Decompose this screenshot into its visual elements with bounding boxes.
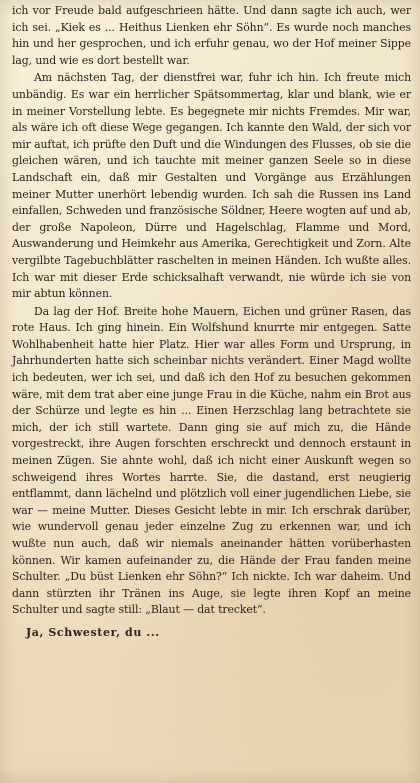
paragraph-2: Am nächsten Tag, der dienstfrei war, fuhr ich hin. Ich freute mich unbändig. Es war ein herrlicher Spätsommertag, klar und blank, wie er in meiner Vorstellung lebte. Es begegnete mir nichts Fremdes. Mir war, als wäre ich oft diese Wege gegangen. Ich kannte den Wald, der sich vor mir auftat, ich prüfte den Duft und die Windungen des Flusses, ob sie die gleichen wären, und ich tauchte mit meiner ganzen Seele so in diese Landschaft ein, daß mir Gestalten und Vorgänge aus Erzählungen meiner Mutter unerhört lebendig wurden. Ich sah die Russen ins Land einfallen, Schweden und französische Söldner, Heere wogten auf und ab, der große Napoleon, Dürre und Hagelschlag, Flamme und Mord, Auswanderung und Heimkehr aus Amerika, Gerechtigkeit und Zorn. Alte vergilbte Tagebuchblätter raschelten in meinen Händen. Ich wußte alles. Ich war mit dieser Erde schicksalhaft verwandt, nie würde ich sie von mir abtun können. xyxy=(12,71,411,301)
paragraph-3: Da lag der Hof. Breite hohe Mauern, Eichen und grüner Rasen, das rote Haus. Ich ging hinein. Ein Wolfshund knurrte mir entgegen. Satte Wohlhabenheit hatte hier Platz. Hier war alles Form und Ursprung, in Jahrhunderten hatte sich scheinbar nichts verändert. Einer Magd wollte ich bedeuten, wer ich sei, und daß ich den Hof zu besuchen gekommen wäre, mit dem trat aber eine junge Frau in die Küche, nahm ein Brot aus der Schürze und legte es hin ... Einen Herzschlag lang betrachtete sie mich, der ich still wartete. Dann ging sie auf mich zu, die Hände vorgestreckt, ihre Augen forschten erschreckt und dennoch erstaunt in meinen Zügen. Sie ahnte wohl, daß ich nicht einer Auskunft wegen so schweigend ihres Wortes harrte. Sie, die dastand, erst neugierig entflammt, dann lächelnd und plötzlich voll einer jugendlichen Liebe, sie war — meine Mutter. Dieses Gesicht lebte in mir. Ich erschrak darüber, wie wundervoll genau jeder einzelne Zug zu erkennen war, und ich wußte nun auch, daß wir niemals aneinander hätten vorüberhasten können. Wir kamen aufeinander zu, die Hände der Frau fanden meine Schulter. „Du büst Lienken ehr Söhn?“ Ich nickte. Ich war daheim. Und dann stürzten ihr Tränen ins Auge, sie legte ihren Kopf an meine Schulter und sagte still: „Blaut — dat trecket“. xyxy=(12,304,411,617)
closing-line: Ja, Schwester, du ... xyxy=(26,625,160,639)
paragraph-1: ich vor Freude bald aufgeschrieen hätte. Und dann sagte ich auch, wer ich sei. „Kiek es ... Heithus Lienken ehr Söhn“. Es wurde noch manches hin und her gesprochen, und ich erfuhr genau, wo der Hof meiner Sippe lag, und wie es dort bestellt war. xyxy=(12,4,411,67)
